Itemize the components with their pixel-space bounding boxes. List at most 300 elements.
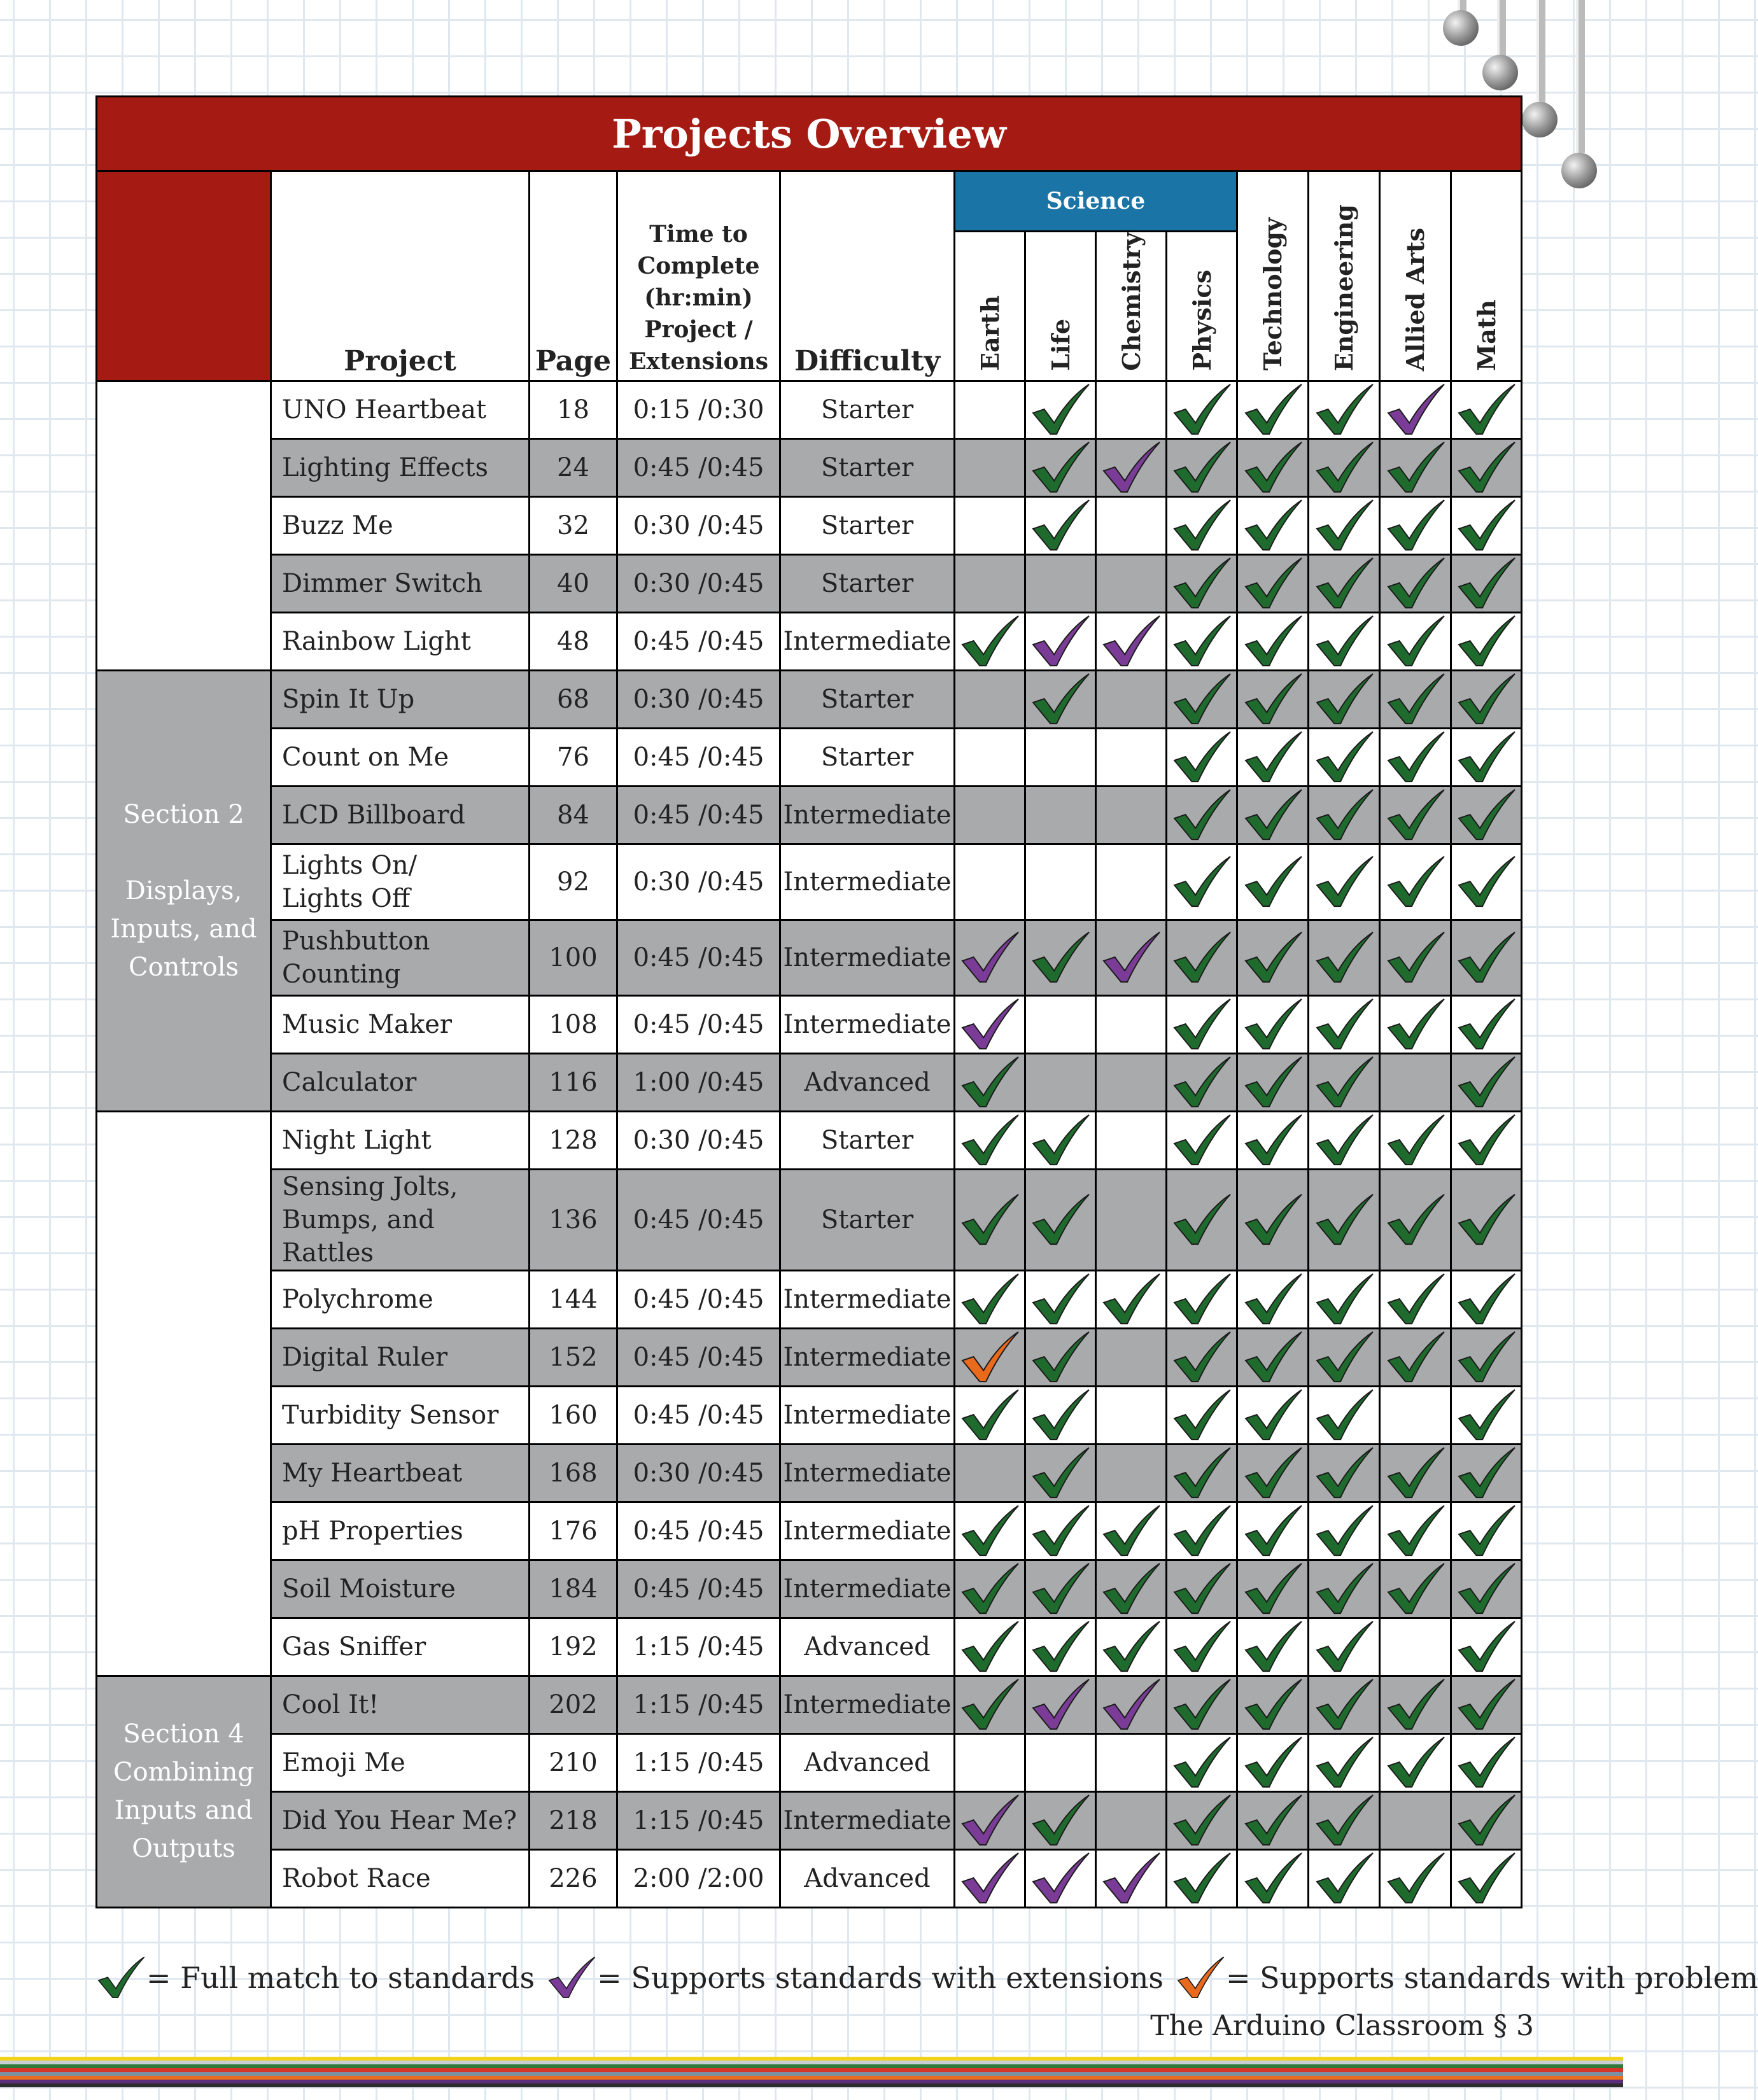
standard-cell-physics [1167, 496, 1237, 554]
check-full-icon [1170, 1192, 1234, 1248]
project-name-line: Did You Hear Me? [282, 1805, 517, 1835]
project-name-line: Calculator [282, 1067, 417, 1097]
standard-cell-chemistry [1096, 1560, 1167, 1618]
standard-cell-physics [1167, 1169, 1237, 1270]
project-time: 0:45 /0:45 [617, 1328, 780, 1386]
project-name [271, 670, 530, 728]
section-label [97, 381, 271, 670]
check-full-icon [1312, 1387, 1376, 1443]
standard-cell-life [1025, 1386, 1096, 1444]
check-full-icon [1170, 1619, 1234, 1675]
check-full-icon [1170, 1793, 1234, 1849]
standard-cell-engineering [1309, 1270, 1380, 1328]
standard-cell-earth [955, 1502, 1025, 1560]
standard-cell-physics [1167, 1328, 1237, 1386]
check-full-icon [958, 1192, 1022, 1248]
check-full-icon [1029, 1112, 1092, 1168]
check-full-icon [1384, 440, 1447, 496]
header-corner [97, 171, 271, 381]
check-extensions-icon [1099, 440, 1163, 496]
table-row [97, 1270, 1522, 1328]
project-difficulty: Intermediate [780, 1791, 955, 1849]
header-engineering [1309, 171, 1380, 381]
project-page: 68 [530, 670, 617, 728]
standard-cell-engineering [1309, 1386, 1380, 1444]
section-label-line [97, 834, 270, 872]
project-time: 2:00 /2:00 [617, 1849, 780, 1907]
project-name-line: Digital Ruler [282, 1342, 448, 1372]
standard-cell-allied-arts [1380, 1791, 1451, 1849]
check-full-icon [1384, 613, 1447, 669]
table-row [97, 1053, 1522, 1111]
check-full-icon [1384, 1445, 1447, 1501]
page-footer: The Arduino Classroom § 3 [1150, 2010, 1534, 2042]
standard-cell-math [1451, 1169, 1522, 1270]
check-extensions-icon [1029, 1677, 1092, 1733]
standard-cell-technology [1237, 1111, 1309, 1169]
check-full-icon [1312, 1329, 1376, 1385]
project-difficulty: Intermediate [780, 1444, 955, 1502]
project-page: 136 [530, 1169, 617, 1270]
standard-cell-chemistry [1096, 1270, 1167, 1328]
check-full-icon [1241, 854, 1305, 910]
header-time-line: (hr:min) [644, 284, 753, 311]
check-full-icon [1454, 1192, 1518, 1248]
check-full-icon [1454, 440, 1518, 496]
project-page: 128 [530, 1111, 617, 1169]
header-chemistry-label: Chemistry [1116, 232, 1146, 371]
check-full-icon [1454, 1271, 1518, 1327]
standard-cell-chemistry [1096, 670, 1167, 728]
check-extensions-icon [1029, 613, 1092, 669]
table-row [97, 438, 1522, 496]
check-full-icon [1170, 1054, 1234, 1110]
project-page: 160 [530, 1386, 617, 1444]
standard-cell-earth [955, 728, 1025, 786]
check-full-icon [1384, 1192, 1447, 1248]
check-full-icon [1241, 1387, 1305, 1443]
check-full-icon [1312, 1619, 1376, 1675]
standard-cell-chemistry [1096, 1328, 1167, 1386]
legend-full-label: = Full match to standards [146, 1961, 535, 1995]
check-full-icon [1170, 1329, 1234, 1385]
project-name-line: My Heartbeat [282, 1458, 463, 1488]
header-engineering-label: Engineering [1330, 204, 1358, 371]
check-full-icon [1241, 787, 1305, 843]
section-label-line: Displays, [125, 876, 243, 906]
check-full-icon [1454, 1735, 1518, 1791]
project-time: 0:45 /0:45 [617, 612, 780, 670]
check-full-icon [1312, 1054, 1376, 1110]
project-difficulty: Starter [780, 438, 955, 496]
standard-cell-chemistry [1096, 1502, 1167, 1560]
project-name-line: Buzz Me [282, 510, 393, 540]
standard-cell-life [1025, 1791, 1096, 1849]
check-full-icon [1029, 1271, 1092, 1327]
check-full-icon [1099, 1503, 1163, 1559]
standard-cell-chemistry [1096, 728, 1167, 786]
standard-cell-chemistry [1096, 438, 1167, 496]
check-extensions-icon [1099, 1677, 1163, 1733]
check-full-icon [1312, 729, 1376, 785]
section-label [97, 1676, 271, 1907]
standard-cell-physics [1167, 1676, 1237, 1733]
check-full-icon [1241, 729, 1305, 785]
check-full-icon [1029, 1503, 1092, 1559]
standard-cell-allied-arts [1380, 1270, 1451, 1328]
project-time: 0:45 /0:45 [617, 1169, 780, 1270]
standard-cell-chemistry [1096, 920, 1167, 995]
project-page: 40 [530, 554, 617, 612]
standard-cell-engineering [1309, 1328, 1380, 1386]
check-full-icon [958, 1387, 1022, 1443]
projects-table-body [97, 381, 1522, 1907]
project-time: 0:30 /0:45 [617, 1111, 780, 1169]
check-full-icon [958, 613, 1022, 669]
standard-cell-technology [1237, 1849, 1309, 1907]
legend-full [95, 1954, 535, 2002]
project-time: 0:30 /0:45 [617, 1444, 780, 1502]
check-full-icon [1312, 997, 1376, 1053]
check-full-icon [1241, 1445, 1305, 1501]
check-full-icon [1384, 1503, 1447, 1559]
project-difficulty: Starter [780, 670, 955, 728]
check-full-icon [1241, 1677, 1305, 1733]
check-full-icon [1312, 1677, 1376, 1733]
standard-cell-physics [1167, 728, 1237, 786]
project-difficulty: Advanced [780, 1618, 955, 1676]
standard-cell-math [1451, 1618, 1522, 1676]
standard-cell-physics [1167, 1560, 1237, 1618]
project-name [271, 1444, 530, 1502]
standard-cell-math [1451, 995, 1522, 1053]
project-difficulty: Intermediate [780, 786, 955, 844]
check-full-icon [1170, 1445, 1234, 1501]
standard-cell-engineering [1309, 1676, 1380, 1733]
check-full-icon [1312, 1192, 1376, 1248]
check-extensions-icon [1099, 1851, 1163, 1907]
check-extensions-icon [958, 1793, 1022, 1849]
standard-cell-physics [1167, 1849, 1237, 1907]
standard-cell-engineering [1309, 786, 1380, 844]
standard-cell-allied-arts [1380, 995, 1451, 1053]
standard-cell-technology [1237, 1444, 1309, 1502]
standard-cell-math [1451, 728, 1522, 786]
check-full-icon [1384, 1112, 1447, 1168]
standard-cell-chemistry [1096, 1386, 1167, 1444]
check-full-icon [1312, 613, 1376, 669]
standard-cell-chemistry [1096, 786, 1167, 844]
standard-cell-life [1025, 728, 1096, 786]
standard-cell-earth [955, 995, 1025, 1053]
standard-cell-technology [1237, 612, 1309, 670]
check-full-icon [1454, 729, 1518, 785]
project-name [271, 1386, 530, 1444]
standard-cell-chemistry [1096, 496, 1167, 554]
table-row [97, 1169, 1522, 1270]
header-life [1025, 232, 1096, 381]
legend-extensions-label: = Supports standards with extensions [597, 1961, 1164, 1995]
project-time: 0:30 /0:45 [617, 496, 780, 554]
standard-cell-earth [955, 612, 1025, 670]
standard-cell-chemistry [1096, 1169, 1167, 1270]
standard-cell-engineering [1309, 670, 1380, 728]
standard-cell-earth [955, 496, 1025, 554]
check-full-icon [1170, 1561, 1234, 1617]
standard-cell-allied-arts [1380, 1386, 1451, 1444]
legend-problem [1175, 1954, 1758, 2002]
standard-cell-engineering [1309, 728, 1380, 786]
standard-cell-engineering [1309, 1560, 1380, 1618]
check-full-icon [1312, 930, 1376, 986]
table-row [97, 995, 1522, 1053]
project-name-line: Lighting Effects [282, 452, 488, 482]
check-full-icon [958, 1561, 1022, 1617]
decorative-stripes [0, 2057, 1623, 2087]
standard-cell-math [1451, 1444, 1522, 1502]
check-full-icon [1170, 930, 1234, 986]
standard-cell-earth [955, 786, 1025, 844]
standard-cell-technology [1237, 995, 1309, 1053]
check-full-icon [1241, 1503, 1305, 1559]
check-full-icon [1170, 854, 1234, 910]
standard-cell-life [1025, 670, 1096, 728]
standard-cell-earth [955, 1328, 1025, 1386]
project-name-line: Counting [282, 959, 401, 989]
section-label-line: Controls [128, 952, 239, 982]
standard-cell-technology [1237, 728, 1309, 786]
table-row [97, 1733, 1522, 1791]
standard-cell-life [1025, 1502, 1096, 1560]
project-time: 0:15 /0:30 [617, 381, 780, 438]
standard-cell-technology [1237, 1169, 1309, 1270]
project-time: 0:30 /0:45 [617, 554, 780, 612]
check-full-icon [1384, 1851, 1447, 1907]
project-time: 1:15 /0:45 [617, 1618, 780, 1676]
check-full-icon [1312, 1503, 1376, 1559]
check-extensions-icon [1099, 613, 1163, 669]
standard-cell-life [1025, 612, 1096, 670]
standard-cell-math [1451, 670, 1522, 728]
legend [95, 1952, 1758, 2003]
standard-cell-physics [1167, 1733, 1237, 1791]
standard-cell-earth [955, 1791, 1025, 1849]
check-full-icon [1384, 498, 1447, 554]
check-full-icon [1384, 1677, 1447, 1733]
check-full-icon [1454, 1387, 1518, 1443]
check-full-icon [1312, 1851, 1376, 1907]
check-full-icon [1170, 1503, 1234, 1559]
table-row [97, 920, 1522, 995]
standard-cell-physics [1167, 381, 1237, 438]
standard-cell-physics [1167, 1502, 1237, 1560]
header-page: Page [530, 171, 617, 381]
check-full-icon [1241, 1793, 1305, 1849]
standard-cell-allied-arts [1380, 920, 1451, 995]
standard-cell-earth [955, 1053, 1025, 1111]
standard-cell-technology [1237, 1618, 1309, 1676]
section-label-line: Sensors [132, 1397, 236, 1427]
standard-cell-engineering [1309, 844, 1380, 920]
check-full-icon [1312, 787, 1376, 843]
standard-cell-math [1451, 496, 1522, 554]
check-full-icon [1029, 671, 1092, 727]
project-time: 0:45 /0:45 [617, 1270, 780, 1328]
project-name [271, 1733, 530, 1791]
standard-cell-math [1451, 554, 1522, 612]
standard-cell-chemistry [1096, 1444, 1167, 1502]
standard-cell-physics [1167, 920, 1237, 995]
table-row [97, 381, 1522, 438]
project-name-line: Pushbutton [282, 926, 430, 956]
standard-cell-math [1451, 1053, 1522, 1111]
section-label-line [97, 487, 270, 526]
standard-cell-engineering [1309, 438, 1380, 496]
standard-cell-math [1451, 381, 1522, 438]
check-full-icon [1454, 1561, 1518, 1617]
project-difficulty: Intermediate [780, 612, 955, 670]
standard-cell-life [1025, 1849, 1096, 1907]
project-time: 0:45 /0:45 [617, 728, 780, 786]
table-row [97, 1849, 1522, 1907]
standard-cell-engineering [1309, 1111, 1380, 1169]
standard-cell-engineering [1309, 920, 1380, 995]
project-name-line: Bumps, and Rattles [282, 1205, 435, 1268]
project-page: 18 [530, 381, 617, 438]
standard-cell-technology [1237, 1386, 1309, 1444]
project-name [271, 1111, 530, 1169]
project-name [271, 1169, 530, 1270]
check-full-icon [1241, 671, 1305, 727]
standard-cell-chemistry [1096, 381, 1167, 438]
standard-cell-earth [955, 920, 1025, 995]
project-name-line: Rainbow Light [282, 626, 471, 656]
standard-cell-allied-arts [1380, 496, 1451, 554]
project-difficulty: Starter [780, 381, 955, 438]
project-name [271, 1618, 530, 1676]
standard-cell-earth [955, 1618, 1025, 1676]
standard-cell-chemistry [1096, 612, 1167, 670]
standard-cell-physics [1167, 1618, 1237, 1676]
header-time-line: Project / [644, 316, 753, 343]
check-full-icon [1170, 498, 1234, 554]
standard-cell-earth [955, 438, 1025, 496]
check-full-icon [1454, 1793, 1518, 1849]
standard-cell-life [1025, 438, 1096, 496]
project-difficulty: Intermediate [780, 1386, 955, 1444]
project-page: 144 [530, 1270, 617, 1328]
standard-cell-earth [955, 1270, 1025, 1328]
legend-problem-label: = Supports standards with problem [1226, 1961, 1758, 1995]
standard-cell-technology [1237, 1560, 1309, 1618]
standard-cell-physics [1167, 1270, 1237, 1328]
project-time: 0:45 /0:45 [617, 1502, 780, 1560]
project-time: 0:45 /0:45 [617, 786, 780, 844]
standard-cell-engineering [1309, 496, 1380, 554]
standard-cell-chemistry [1096, 1111, 1167, 1169]
project-name-line: Gas Sniffer [282, 1632, 426, 1662]
standard-cell-allied-arts [1380, 1053, 1451, 1111]
check-full-icon [1029, 1619, 1092, 1675]
table-row [97, 786, 1522, 844]
standard-cell-technology [1237, 1791, 1309, 1849]
standard-cell-allied-arts [1380, 1560, 1451, 1618]
check-full-icon [1312, 854, 1376, 910]
standard-cell-physics [1167, 786, 1237, 844]
check-full-icon [1312, 556, 1376, 612]
check-full-icon [1241, 498, 1305, 554]
header-allied-arts [1380, 171, 1451, 381]
standard-cell-engineering [1309, 1733, 1380, 1791]
check-full-icon [1170, 1677, 1234, 1733]
project-name [271, 1270, 530, 1328]
check-full-icon [1312, 671, 1376, 727]
standard-cell-life [1025, 1618, 1096, 1676]
header-physics [1167, 232, 1237, 381]
check-full-icon [1312, 1112, 1376, 1168]
standard-cell-allied-arts [1380, 1169, 1451, 1270]
standard-cell-physics [1167, 1791, 1237, 1849]
check-full-icon [1454, 382, 1518, 438]
project-difficulty: Starter [780, 728, 955, 786]
project-page: 100 [530, 920, 617, 995]
standard-cell-allied-arts [1380, 612, 1451, 670]
standard-cell-engineering [1309, 1791, 1380, 1849]
check-full-icon [1241, 1851, 1305, 1907]
standard-cell-earth [955, 1733, 1025, 1791]
standard-cell-engineering [1309, 612, 1380, 670]
project-difficulty: Intermediate [780, 920, 955, 995]
standard-cell-technology [1237, 1270, 1309, 1328]
project-name-line: Night Light [282, 1125, 432, 1155]
project-time: 1:15 /0:45 [617, 1791, 780, 1849]
standard-cell-math [1451, 1111, 1522, 1169]
project-name-line: Lights On/ [282, 850, 418, 880]
check-full-icon [1454, 1112, 1518, 1168]
standard-cell-technology [1237, 554, 1309, 612]
project-time: 1:00 /0:45 [617, 1053, 780, 1111]
table-row [97, 1791, 1522, 1849]
table-row [97, 1111, 1522, 1169]
project-time: 1:15 /0:45 [617, 1676, 780, 1733]
standard-cell-math [1451, 612, 1522, 670]
check-full-icon [1384, 729, 1447, 785]
standard-cell-allied-arts [1380, 554, 1451, 612]
check-full-icon [1170, 556, 1234, 612]
standard-cell-allied-arts [1380, 1444, 1451, 1502]
standard-cell-allied-arts [1380, 1849, 1451, 1907]
standard-cell-allied-arts [1380, 1676, 1451, 1733]
project-name [271, 381, 530, 438]
project-name-line: Count on Me [282, 742, 449, 772]
standard-cell-allied-arts [1380, 1502, 1451, 1560]
project-page: 24 [530, 438, 617, 496]
table-row [97, 1328, 1522, 1386]
standard-cell-engineering [1309, 1444, 1380, 1502]
standard-cell-allied-arts [1380, 844, 1451, 920]
header-project: Project [271, 171, 530, 381]
check-full-icon [1029, 1329, 1092, 1385]
check-full-icon [1384, 854, 1447, 910]
section-label-line: Blocks [136, 567, 232, 598]
project-page: 226 [530, 1849, 617, 1907]
standard-cell-life [1025, 381, 1096, 438]
standard-cell-engineering [1309, 1502, 1380, 1560]
project-difficulty: Intermediate [780, 844, 955, 920]
project-page: 48 [530, 612, 617, 670]
standard-cell-physics [1167, 554, 1237, 612]
check-full-icon [1241, 613, 1305, 669]
